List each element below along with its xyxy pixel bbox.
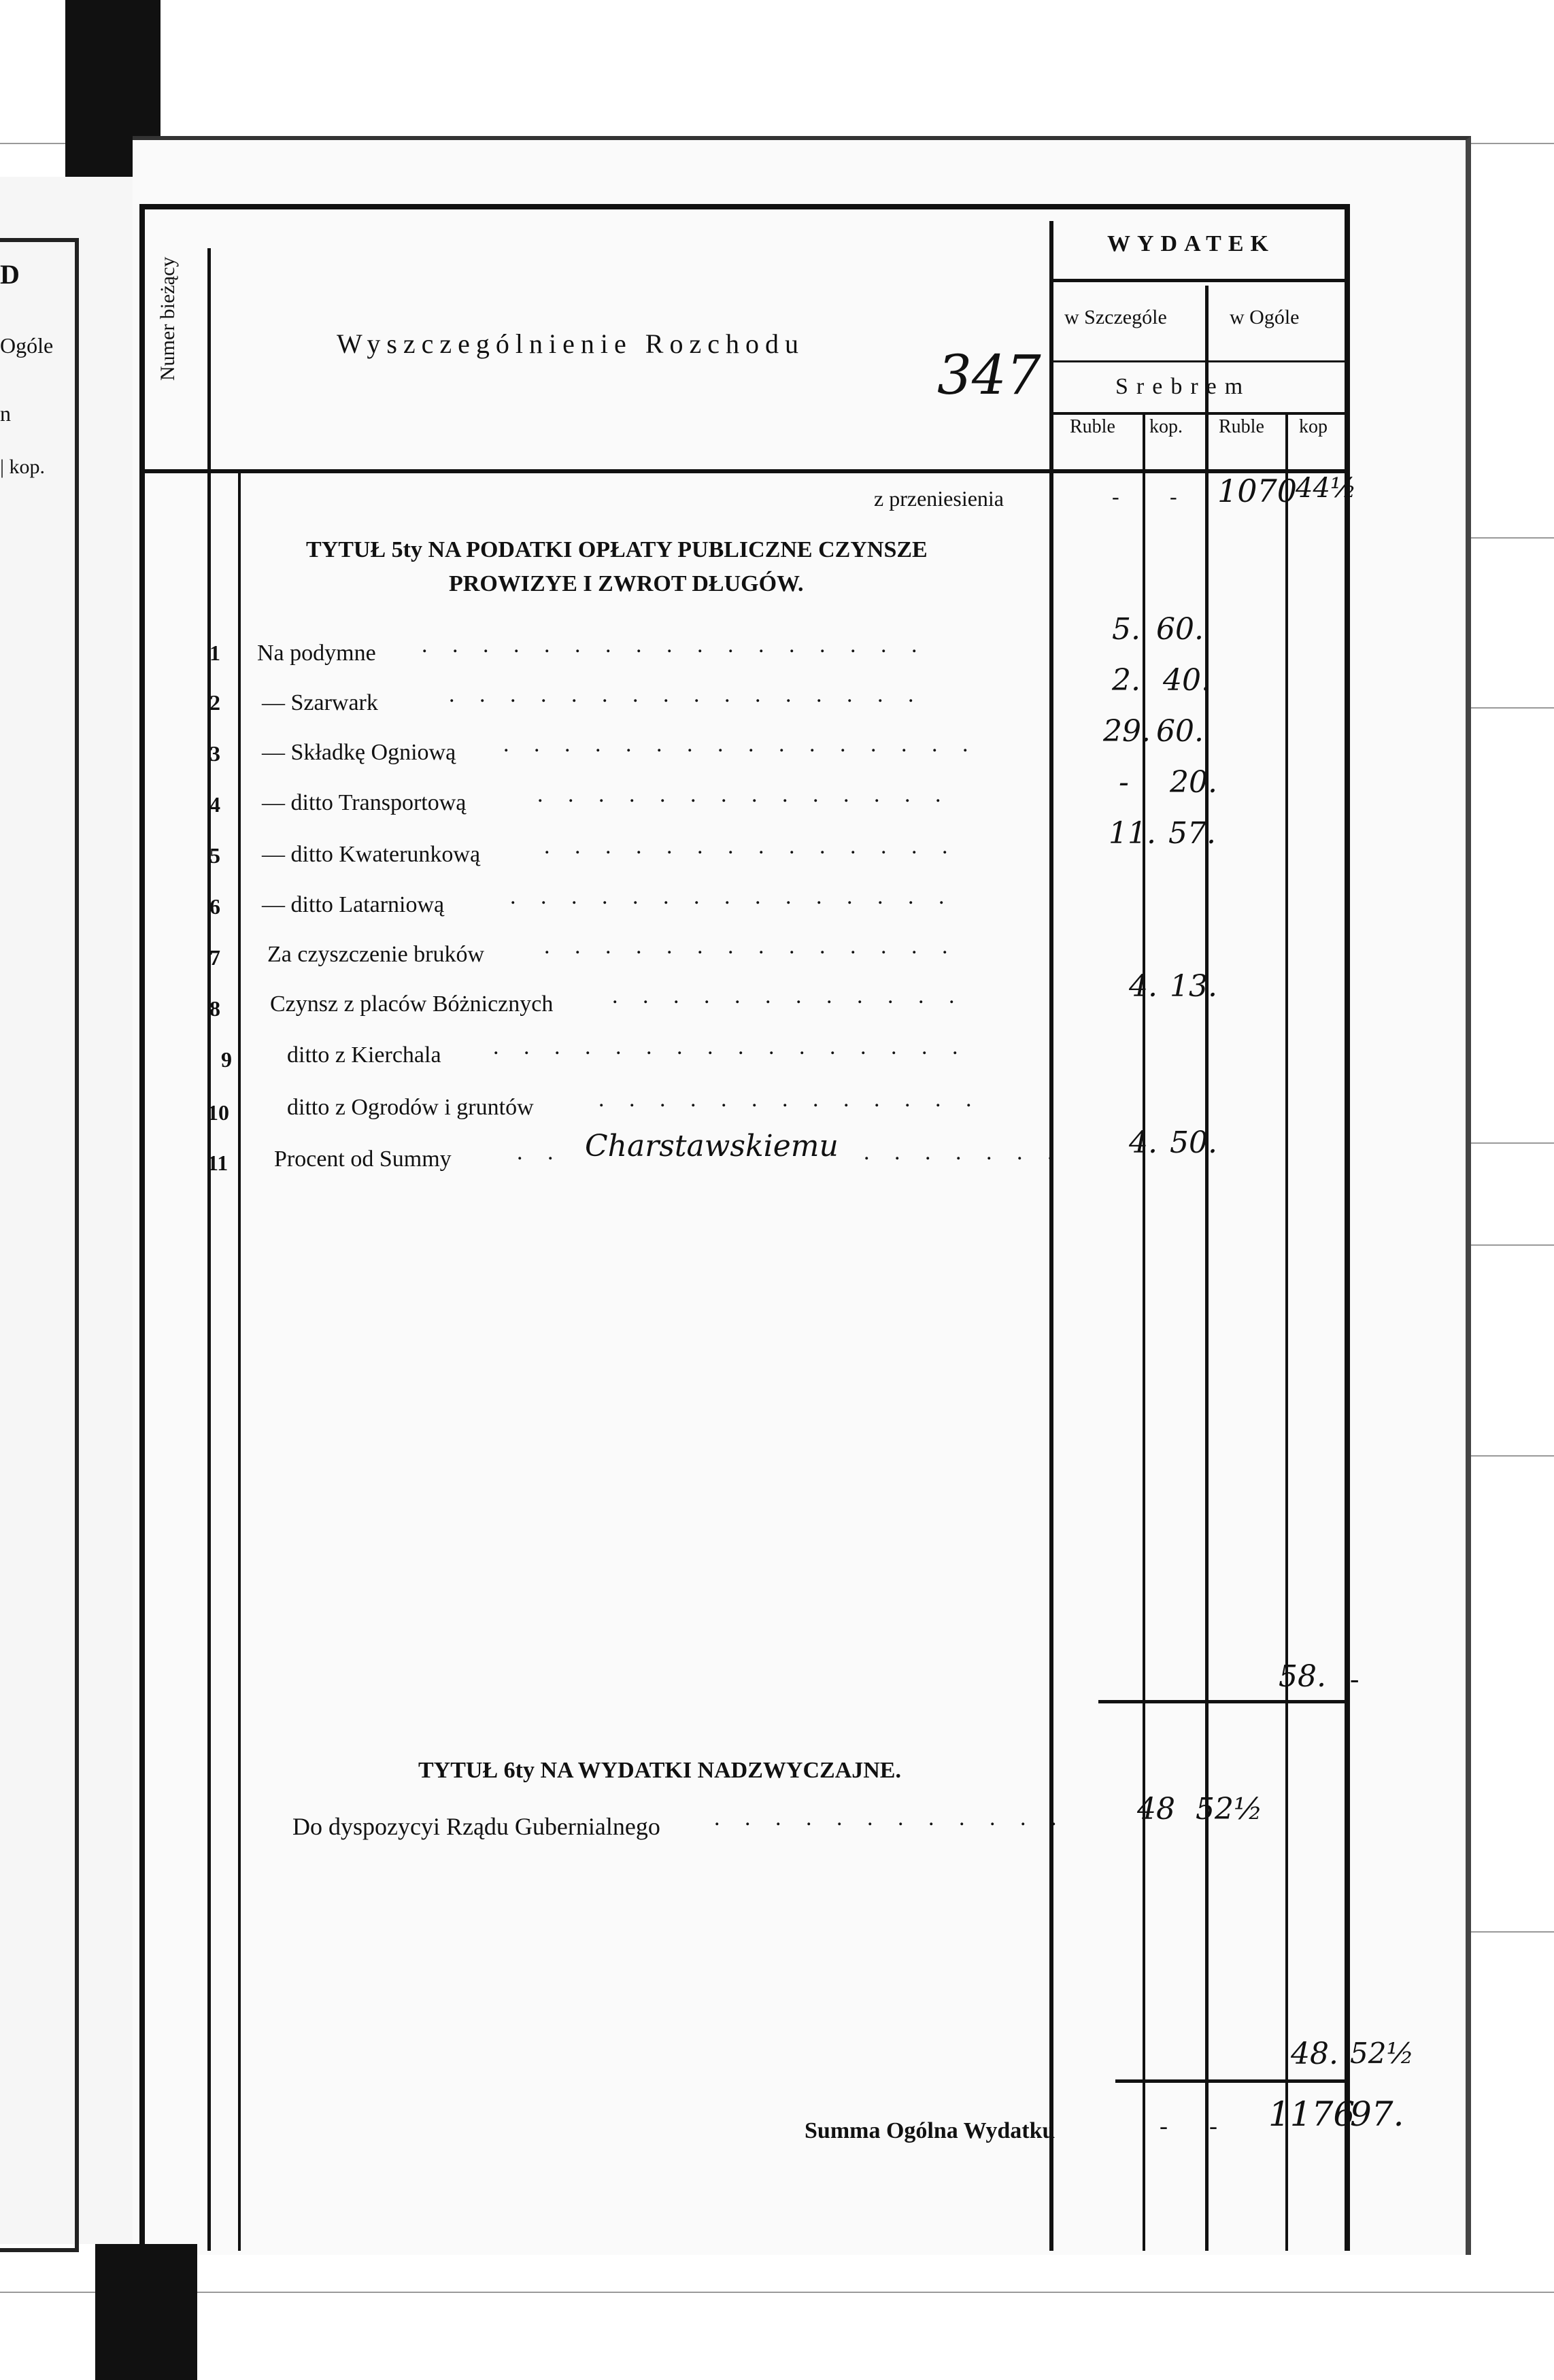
grand-total-kop: 97. xyxy=(1350,2094,1404,2134)
leader-dots: . . . . . . . . . . . . . . . . xyxy=(493,1034,968,1059)
leader-dots: . . . . . . . . . . . . . . . xyxy=(510,884,954,909)
header-rule-bottom xyxy=(145,469,1350,473)
grand-total-szcz-kop: - xyxy=(1209,2112,1217,2139)
carry-ogol-ruble: 1070 xyxy=(1217,473,1298,509)
row-number: 11 xyxy=(207,1151,229,1175)
left-page-frame xyxy=(0,238,79,2252)
binding-strip-bottom xyxy=(95,2244,197,2380)
row-ruble: 5. xyxy=(1112,612,1141,647)
row-kop: 57. xyxy=(1168,816,1216,851)
row-number: 8 xyxy=(209,996,220,1021)
number-column-label: Numer bieżący xyxy=(156,256,179,381)
section6-row-label: Do dyspozycyi Rządu Gubernialnego xyxy=(292,1813,660,1840)
carry-ogol-kop: 44½ xyxy=(1296,473,1357,504)
section5-total-ruble: 58. xyxy=(1279,1659,1326,1694)
section5-title-line2: PROWIZYE I ZWROT DŁUGÓW. xyxy=(449,571,804,596)
leader-dots: . . . . . . . . . . . . . . xyxy=(537,782,951,807)
grand-total-szcz-ruble: - xyxy=(1160,2112,1168,2139)
row-ruble: - xyxy=(1119,765,1129,800)
row-ruble: 2. xyxy=(1112,663,1141,698)
row-number: 9 xyxy=(221,1047,232,1072)
row-label: Za czyszczenie bruków xyxy=(267,942,485,967)
leader-dots: . . . . . . . . . . . . . xyxy=(598,1087,981,1112)
col-rule-wydatek xyxy=(1049,221,1053,2251)
row-number: 5 xyxy=(209,843,220,868)
carry-label: z przeniesienia xyxy=(874,486,1004,511)
row-number: 6 xyxy=(209,894,220,919)
row-number: 2 xyxy=(209,690,220,715)
left-page-sub: | kop. xyxy=(0,456,46,478)
row-number: 7 xyxy=(209,945,220,970)
section6-total-kop: 52½ xyxy=(1350,2037,1415,2070)
left-page-unit: n xyxy=(0,401,11,426)
leader-dots: . . . . . . . . . . . . . . . . xyxy=(449,682,924,707)
row-label: — Składkę Ogniową xyxy=(262,740,456,765)
row-label: — Szarwark xyxy=(262,690,378,715)
row-number: 3 xyxy=(209,741,220,766)
col-rule-ogol-kop xyxy=(1285,415,1288,2251)
leader-dots: . . . . . . . . . . . . . . xyxy=(544,834,958,859)
row-label: — ditto Transportową xyxy=(262,790,467,815)
section5-total-kop: - xyxy=(1350,1663,1359,1694)
row-kop: 20. xyxy=(1170,765,1217,800)
w-szczegole-header: w Szczególe xyxy=(1064,306,1167,328)
row-label: — ditto Latarniową xyxy=(262,892,445,917)
row-label: ditto z Kierchala xyxy=(287,1042,441,1068)
left-page-col: Ogóle xyxy=(0,333,54,358)
row-number: 4 xyxy=(209,792,220,817)
dots-short: . . xyxy=(517,1140,563,1165)
leader-dots: . . . . . . . xyxy=(864,1140,1063,1165)
col-rule-number xyxy=(207,248,211,2251)
row-kop: 13. xyxy=(1170,969,1217,1004)
row-number: 10 xyxy=(207,1100,229,1125)
sub-ruble-1: Ruble xyxy=(1070,416,1115,437)
row-label: Procent od Summy xyxy=(274,1146,452,1172)
row-label: ditto z Ogrodów i gruntów xyxy=(287,1095,534,1120)
row-kop: 40. xyxy=(1163,663,1211,698)
col-rule-szcz-kop xyxy=(1143,415,1145,2251)
row-ruble: 4. xyxy=(1129,1125,1158,1160)
section5-total-rule xyxy=(1098,1700,1350,1703)
carry-szcz-kop: - xyxy=(1170,484,1177,509)
left-page-fragment xyxy=(0,177,139,2244)
handwritten-name: Charstawskiemu xyxy=(585,1129,839,1163)
section6-title: TYTUŁ 6ty NA WYDATKI NADZWYCZAJNE. xyxy=(418,1758,901,1783)
leader-dots: . . . . . . . . . . . . xyxy=(714,1805,1066,1831)
sub-kop-2: kop xyxy=(1299,416,1328,437)
leader-dots: . . . . . . . . . . . . . . . . . xyxy=(422,632,927,658)
leader-dots: . . . . . . . . . . . . . . . . xyxy=(503,732,978,757)
grand-total-label: Summa Ogólna Wydatku xyxy=(805,2118,1055,2143)
section6-ruble: 48 xyxy=(1137,1792,1175,1826)
left-page-header: D xyxy=(0,259,20,290)
ruled-line xyxy=(0,2292,1554,2293)
row-label: Czynsz z placów Bóżnicznych xyxy=(270,991,554,1017)
header-rule-sub xyxy=(1049,412,1350,415)
table-title: Wyszczególnienie Rozchodu xyxy=(337,328,805,359)
table-frame xyxy=(139,204,1350,2251)
row-kop: 60. xyxy=(1156,612,1204,647)
wydatek-header: WYDATEK xyxy=(1107,231,1275,256)
leader-dots: . . . . . . . . . . . . xyxy=(612,983,964,1008)
row-number: 1 xyxy=(209,641,220,665)
row-label: — ditto Kwaterunkową xyxy=(262,842,481,867)
row-ruble: 29. xyxy=(1103,714,1151,749)
w-ogole-header: w Ogóle xyxy=(1230,306,1300,328)
section6-kop: 52½ xyxy=(1196,1792,1263,1826)
col-rule-description xyxy=(238,473,241,2251)
header-rule-wydatek xyxy=(1049,279,1350,282)
section6-total-rule xyxy=(1115,2079,1350,2083)
col-rule-ogol xyxy=(1205,286,1209,2251)
row-kop: 50. xyxy=(1170,1125,1217,1160)
header-rule-srebrem xyxy=(1049,360,1350,362)
section6-total-ruble: 48. xyxy=(1291,2037,1338,2071)
leader-dots: . . . . . . . . . . . . . . xyxy=(544,934,958,959)
section5-title-line1: TYTUŁ 5ty NA PODATKI OPŁATY PUBLICZNE CZYNSZE xyxy=(306,537,928,562)
page-number: 347 xyxy=(937,343,1041,407)
srebrem-header: Srebrem xyxy=(1115,374,1251,399)
row-kop: 60. xyxy=(1156,714,1204,749)
row-ruble: 11. xyxy=(1109,816,1156,851)
sub-kop-1: kop. xyxy=(1149,416,1183,437)
grand-total-ruble: 1176 xyxy=(1268,2094,1355,2134)
row-ruble: 4. xyxy=(1129,969,1158,1004)
sub-ruble-2: Ruble xyxy=(1219,416,1264,437)
row-label: Na podymne xyxy=(257,641,376,666)
carry-szcz-ruble: - xyxy=(1112,484,1119,509)
